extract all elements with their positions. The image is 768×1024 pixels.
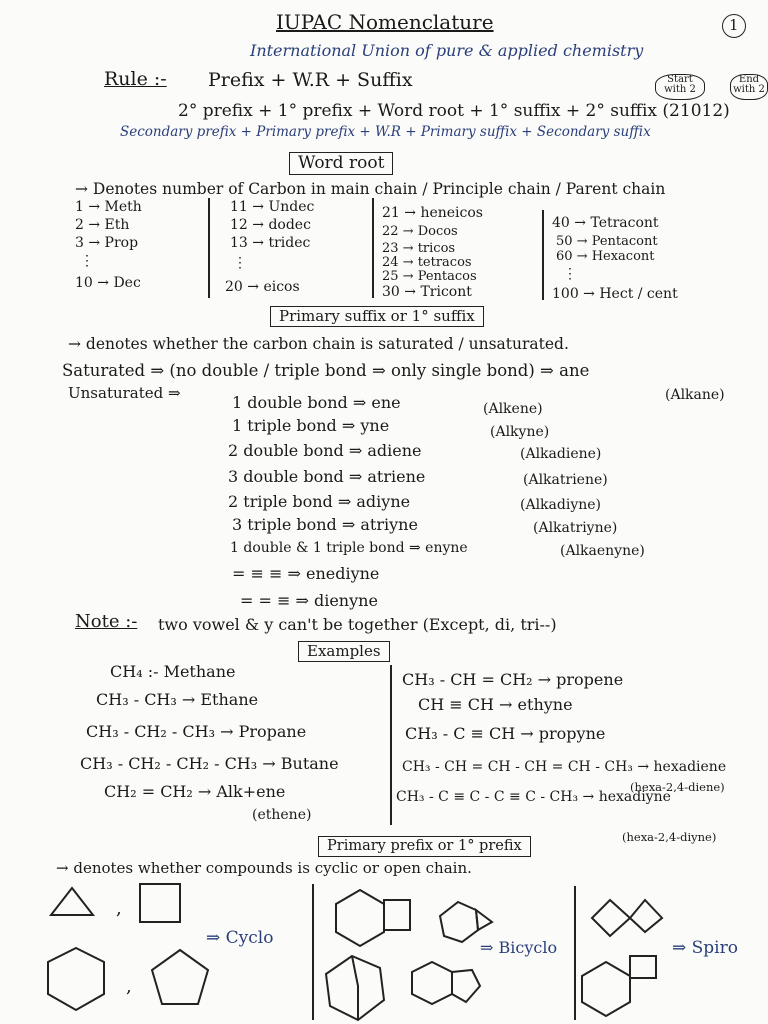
examples-heading: Examples <box>298 641 390 662</box>
word-root-item: ⋮ <box>80 253 94 269</box>
word-root-item: 1 → Meth <box>75 199 142 215</box>
hexagon-shape <box>440 902 478 942</box>
bridged-ring-shape <box>326 956 384 1020</box>
bicyclo-label: ⇒ Bicyclo <box>480 938 558 957</box>
rule-secondary-line: Secondary prefix + Primary prefix + W.R + Primary suffix + Secondary suffix <box>120 124 651 140</box>
word-root-item: 22 → Docos <box>382 224 458 239</box>
word-root-item: 50 → Pentacont <box>556 234 658 249</box>
suffix-rule: 1 double & 1 triple bond ⇒ enyne <box>230 540 468 556</box>
subtitle: International Union of pure & applied chemistry <box>250 41 644 60</box>
word-root-item: 60 → Hexacont <box>556 249 655 264</box>
square-shape <box>384 900 410 930</box>
diamond-shape <box>630 900 662 932</box>
word-root-item: 23 → tricos <box>382 241 456 256</box>
word-root-item: 10 → Dec <box>75 275 141 291</box>
suffix-note: (Alkadiyne) <box>520 497 601 513</box>
suffix-rule: 3 triple bond ⇒ atriyne <box>232 515 418 534</box>
example-item: (hexa-2,4-diyne) <box>622 830 717 844</box>
square-shape <box>140 884 180 922</box>
pentagon-shape <box>452 970 480 1002</box>
hexagon-shape <box>412 962 452 1004</box>
triangle-shape <box>51 888 93 915</box>
word-root-denotes: → Denotes number of Carbon in main chain / Principle chain / Parent chain <box>75 180 666 198</box>
square-shape <box>630 956 656 978</box>
word-root-divider <box>542 210 544 300</box>
example-item: CH₂ = CH₂ → Alk+ene <box>104 782 286 801</box>
note-text: two vowel & y can't be together (Except, di, tri--) <box>158 615 557 634</box>
suffix-note: (Alkene) <box>483 401 543 417</box>
primary-prefix-heading: Primary prefix or 1° prefix <box>318 836 531 857</box>
word-root-item: 25 → Pentacos <box>382 269 477 284</box>
suffix-rule: 2 double bond ⇒ adiene <box>228 441 422 460</box>
example-item: (ethene) <box>252 807 312 823</box>
suffix-note: (Alkaenyne) <box>560 543 645 559</box>
cyclo-label: ⇒ Cyclo <box>206 928 274 948</box>
example-item: CH₃ - CH = CH₂ → propene <box>402 670 624 689</box>
suffix-rule: 3 double bond ⇒ atriene <box>228 467 426 486</box>
suffix-rule: 1 double bond ⇒ ene <box>232 393 401 412</box>
page-title: IUPAC Nomenclature <box>276 10 494 34</box>
comma: , <box>116 898 122 919</box>
example-item: (hexa-2,4-diene) <box>630 780 725 794</box>
suffix-rule: 1 triple bond ⇒ yne <box>232 416 390 435</box>
diamond-shape <box>592 900 630 936</box>
word-root-item: 11 → Undec <box>230 199 315 215</box>
pentagon-shape <box>152 950 208 1004</box>
word-root-heading: Word root <box>289 152 393 175</box>
structures-svg <box>0 870 768 1024</box>
word-root-divider <box>372 198 374 298</box>
word-root-item: 13 → tridec <box>230 235 311 251</box>
primary-suffix-heading: Primary suffix or 1° suffix <box>270 306 484 327</box>
word-root-item: ⋮ <box>233 255 247 271</box>
example-item: CH₄ :- Methane <box>110 662 236 681</box>
examples-divider <box>390 665 392 825</box>
word-root-item: ⋮ <box>563 266 577 282</box>
word-root-item: 24 → tetracos <box>382 255 472 270</box>
saturated-note: (Alkane) <box>665 387 725 403</box>
suffix-note: (Alkatriene) <box>523 472 608 488</box>
word-root-item: 2 → Eth <box>75 217 130 233</box>
prefix-divider <box>574 886 576 1020</box>
example-item: CH ≡ CH → ethyne <box>418 695 573 714</box>
word-root-item: 30 → Tricont <box>382 284 472 300</box>
example-item: CH₃ - C ≡ C - C ≡ C - CH₃ → hexadiyne <box>396 789 671 805</box>
word-root-item: 21 → heneicos <box>382 205 483 221</box>
hexagon-shape <box>48 948 104 1010</box>
primary-suffix-denotes: → denotes whether the carbon chain is saturated / unsaturated. <box>68 335 569 353</box>
suffix-rule: 2 triple bond ⇒ adiyne <box>228 492 411 511</box>
comma: , <box>126 976 132 997</box>
unsaturated-label: Unsaturated ⇒ <box>68 384 181 402</box>
primary-prefix-denotes: → denotes whether compounds is cyclic or open chain. <box>56 859 472 877</box>
rule-label: Rule :- <box>104 68 167 90</box>
word-root-item: 3 → Prop <box>75 235 139 251</box>
note-label: Note :- <box>75 611 138 632</box>
word-root-item: 100 → Hect / cent <box>552 286 678 302</box>
start-note: Start with 2 <box>655 74 705 100</box>
bridge-line <box>352 956 358 1020</box>
saturated-line: Saturated ⇒ (no double / triple bond ⇒ only single bond) ⇒ ane <box>62 361 590 380</box>
end-note: End with 2 <box>730 74 768 100</box>
example-item: CH₃ - CH₃ → Ethane <box>96 690 259 709</box>
spiro-label: ⇒ Spiro <box>672 938 738 958</box>
suffix-note: (Alkyne) <box>490 424 550 440</box>
word-root-item: 40 → Tetracont <box>552 215 659 231</box>
suffix-rule: = = ≡ ⇒ dienyne <box>240 591 378 610</box>
example-item: CH₃ - C ≡ CH → propyne <box>405 724 606 743</box>
page-number: 1 <box>729 16 739 34</box>
suffix-note: (Alkadiene) <box>520 446 602 462</box>
example-item: CH₃ - CH₂ - CH₃ → Propane <box>86 722 307 741</box>
rule-formula: Prefix + W.R + Suffix <box>208 69 413 91</box>
hexagon-shape <box>582 962 630 1016</box>
suffix-rule: = ≡ ≡ ⇒ enediyne <box>232 564 380 583</box>
word-root-divider <box>208 198 210 298</box>
word-root-item: 12 → dodec <box>230 217 311 233</box>
triangle-shape <box>476 910 492 930</box>
example-item: CH₃ - CH₂ - CH₂ - CH₃ → Butane <box>80 754 339 773</box>
prefix-divider <box>312 884 314 1020</box>
hexagon-shape <box>336 890 384 946</box>
word-root-item: 20 → eicos <box>225 279 300 295</box>
rule-detail: 2° prefix + 1° prefix + Word root + 1° suffix + 2° suffix (21012) <box>178 101 730 121</box>
example-item: CH₃ - CH = CH - CH = CH - CH₃ → hexadiene <box>402 759 727 775</box>
suffix-note: (Alkatriyne) <box>533 520 618 536</box>
